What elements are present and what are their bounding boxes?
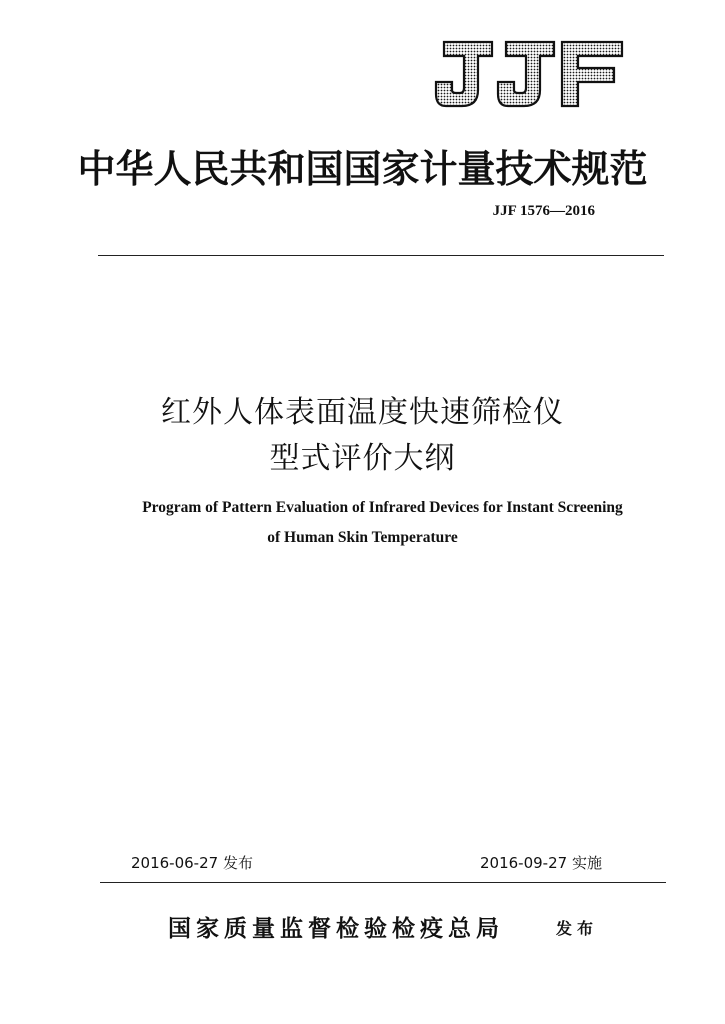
english-title-line-1: Program of Pattern Evaluation of Infrared Devices for Instant Screening: [142, 499, 623, 516]
issuing-organization-heading: 中华人民共和国国家计量技术规范: [77, 146, 648, 191]
chinese-title-line-1: 红外人体表面温度快速筛检仪: [161, 395, 564, 430]
effective-date: 2016-09-27 实施: [480, 854, 602, 872]
chinese-title-line-2: 型式评价大纲: [269, 441, 456, 476]
issuing-authority-suffix: 发布: [556, 919, 599, 938]
bottom-divider: [100, 882, 666, 883]
top-divider: [98, 255, 664, 256]
english-title-line-2: of Human Skin Temperature: [267, 529, 458, 546]
standard-number: JJF 1576—2016: [492, 203, 595, 219]
jjf-logo-icon: [434, 38, 624, 110]
issue-date: 2016-06-27 发布: [131, 854, 253, 872]
issuing-authority: 国家质量监督检验检疫总局: [168, 915, 504, 942]
